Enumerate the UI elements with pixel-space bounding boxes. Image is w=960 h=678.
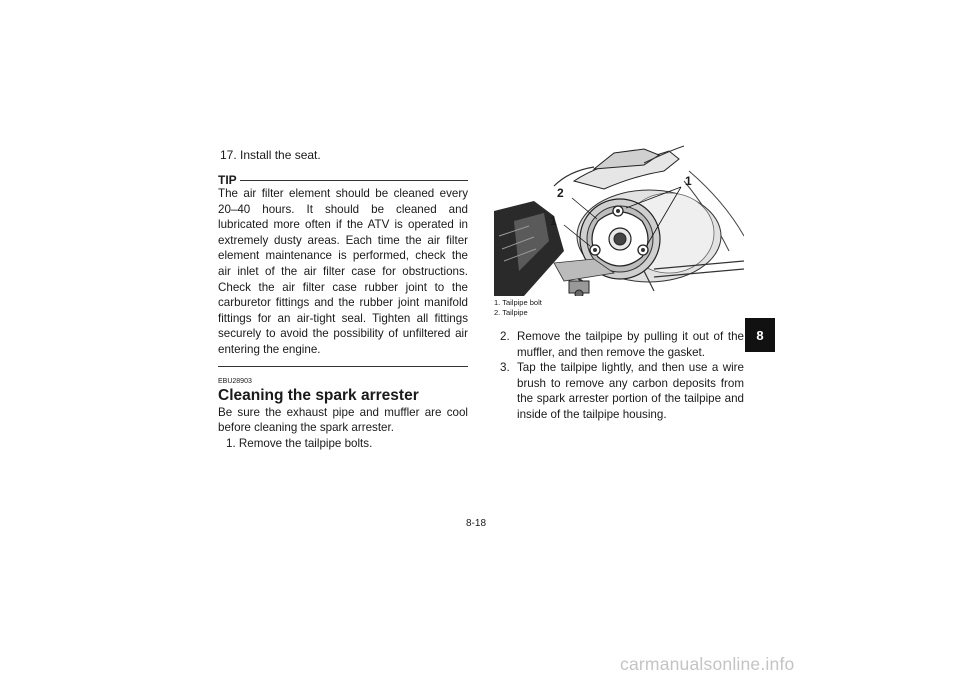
watermark: carmanualsonline.info [620,654,795,674]
tailpipe-photo [494,141,744,296]
tailpipe-illustration [494,141,744,296]
step-3-text: Tap the tailpipe lightly, and then use a wire brush to remove any carbon deposits from the spark arrester portion of the tailpipe and inside of the tailpipe housing. [517,361,744,421]
right-steps [500,329,744,423]
step-3-number: 3. [500,361,510,375]
step-3 [500,360,744,422]
caption-tailpipe: 2. Tailpipe [494,308,528,317]
tip-header [218,171,468,185]
callout-2: 2 [557,186,564,200]
figure-captions [494,298,744,318]
left-column [218,147,468,451]
section-code: EBU28903 [218,377,252,385]
tip-text: The air filter element should be cleaned every 20–40 hours. It should be cleaned and lubricated more often if the ATV is operated in extremely dusty areas. Each time the air filter element maintenance is performed, check the air inlet of the air filter case for obstructions. Check the air filter case rubber joint to the carburetor fittings and the rubber joint manifold fittings for an air-tight seal. Tighten all fittings securely to avoid the possibility of unfiltered air entering the engine. [218,187,468,356]
intro-paragraph: Be sure the exhaust pipe and muffler are cool before cleaning the spark arrester. [218,405,468,435]
step-2 [500,329,744,360]
chapter-tab: 8 [745,318,775,352]
tip-label: TIP [218,173,240,187]
tip-rule-top [218,180,468,181]
callout-1-right: 1 [685,174,692,188]
page-number: 8-18 [466,518,487,529]
step-17: 17. Install the seat. [220,148,321,162]
step-1: 1. Remove the tailpipe bolts. [226,436,373,450]
callout-1-left: 1 [550,214,557,228]
step-2-text: Remove the tailpipe by pulling it out of the muffler, and then remove the gasket. [517,330,744,359]
caption-tailpipe-bolt: 1. Tailpipe bolt [494,298,542,307]
step-2-number: 2. [500,330,510,343]
section-title: Cleaning the spark arrester [218,386,419,404]
tip-rule-bottom [218,366,468,367]
